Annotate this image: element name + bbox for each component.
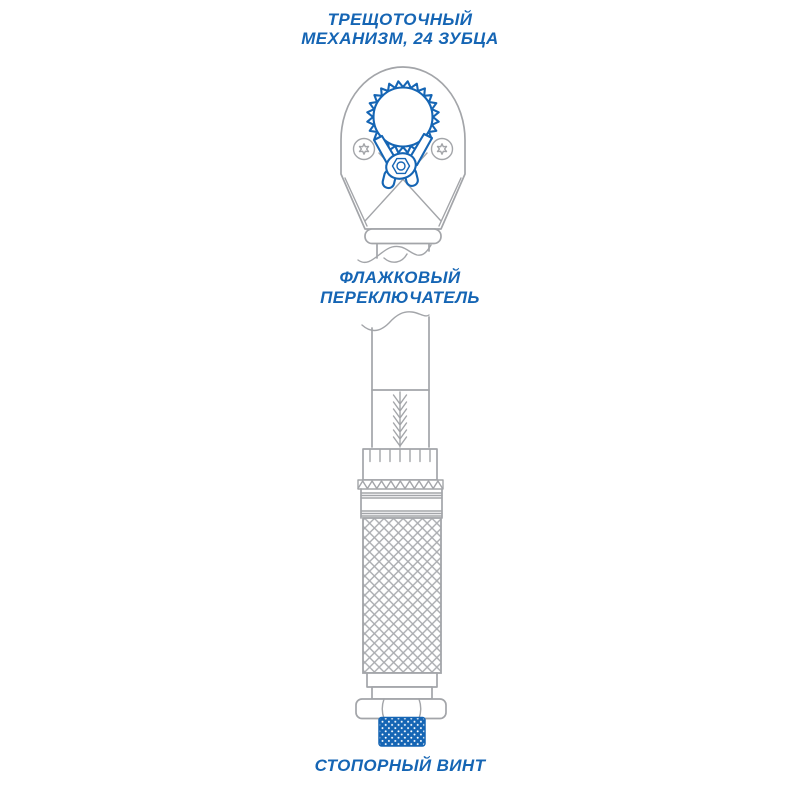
break-line-icon <box>358 245 431 262</box>
torx-screw-right <box>432 139 453 160</box>
flag-switch <box>374 134 432 189</box>
knurled-grip <box>363 518 441 673</box>
scale-herringbone <box>394 392 407 447</box>
neck-collar <box>365 229 441 244</box>
handle-tube <box>362 312 429 447</box>
banded-section <box>361 489 442 518</box>
grip-base <box>367 673 437 699</box>
label-line: ФЛАЖКОВЫЙ <box>339 268 461 287</box>
torx-screw-left <box>354 139 375 160</box>
locking-screw-knob <box>379 718 425 747</box>
label-line: МЕХАНИЗМ, 24 ЗУБЦА <box>301 28 499 48</box>
label-line: ПЕРЕКЛЮЧАТЕЛЬ <box>320 287 480 307</box>
ratchet-head <box>341 67 465 229</box>
head-inner-edge-right <box>439 178 461 226</box>
label-line: СТОПОРНЫЙ ВИНТ <box>314 756 486 775</box>
break-curl-icon <box>384 254 407 262</box>
head-inner-edge-left <box>345 178 367 226</box>
label-line: ТРЕЩОТОЧНЫЙ <box>327 10 473 29</box>
shaft-break-upper <box>358 244 431 262</box>
lock-ring <box>358 480 443 489</box>
adjuster-collar <box>363 449 437 480</box>
hex-nut <box>356 699 446 719</box>
